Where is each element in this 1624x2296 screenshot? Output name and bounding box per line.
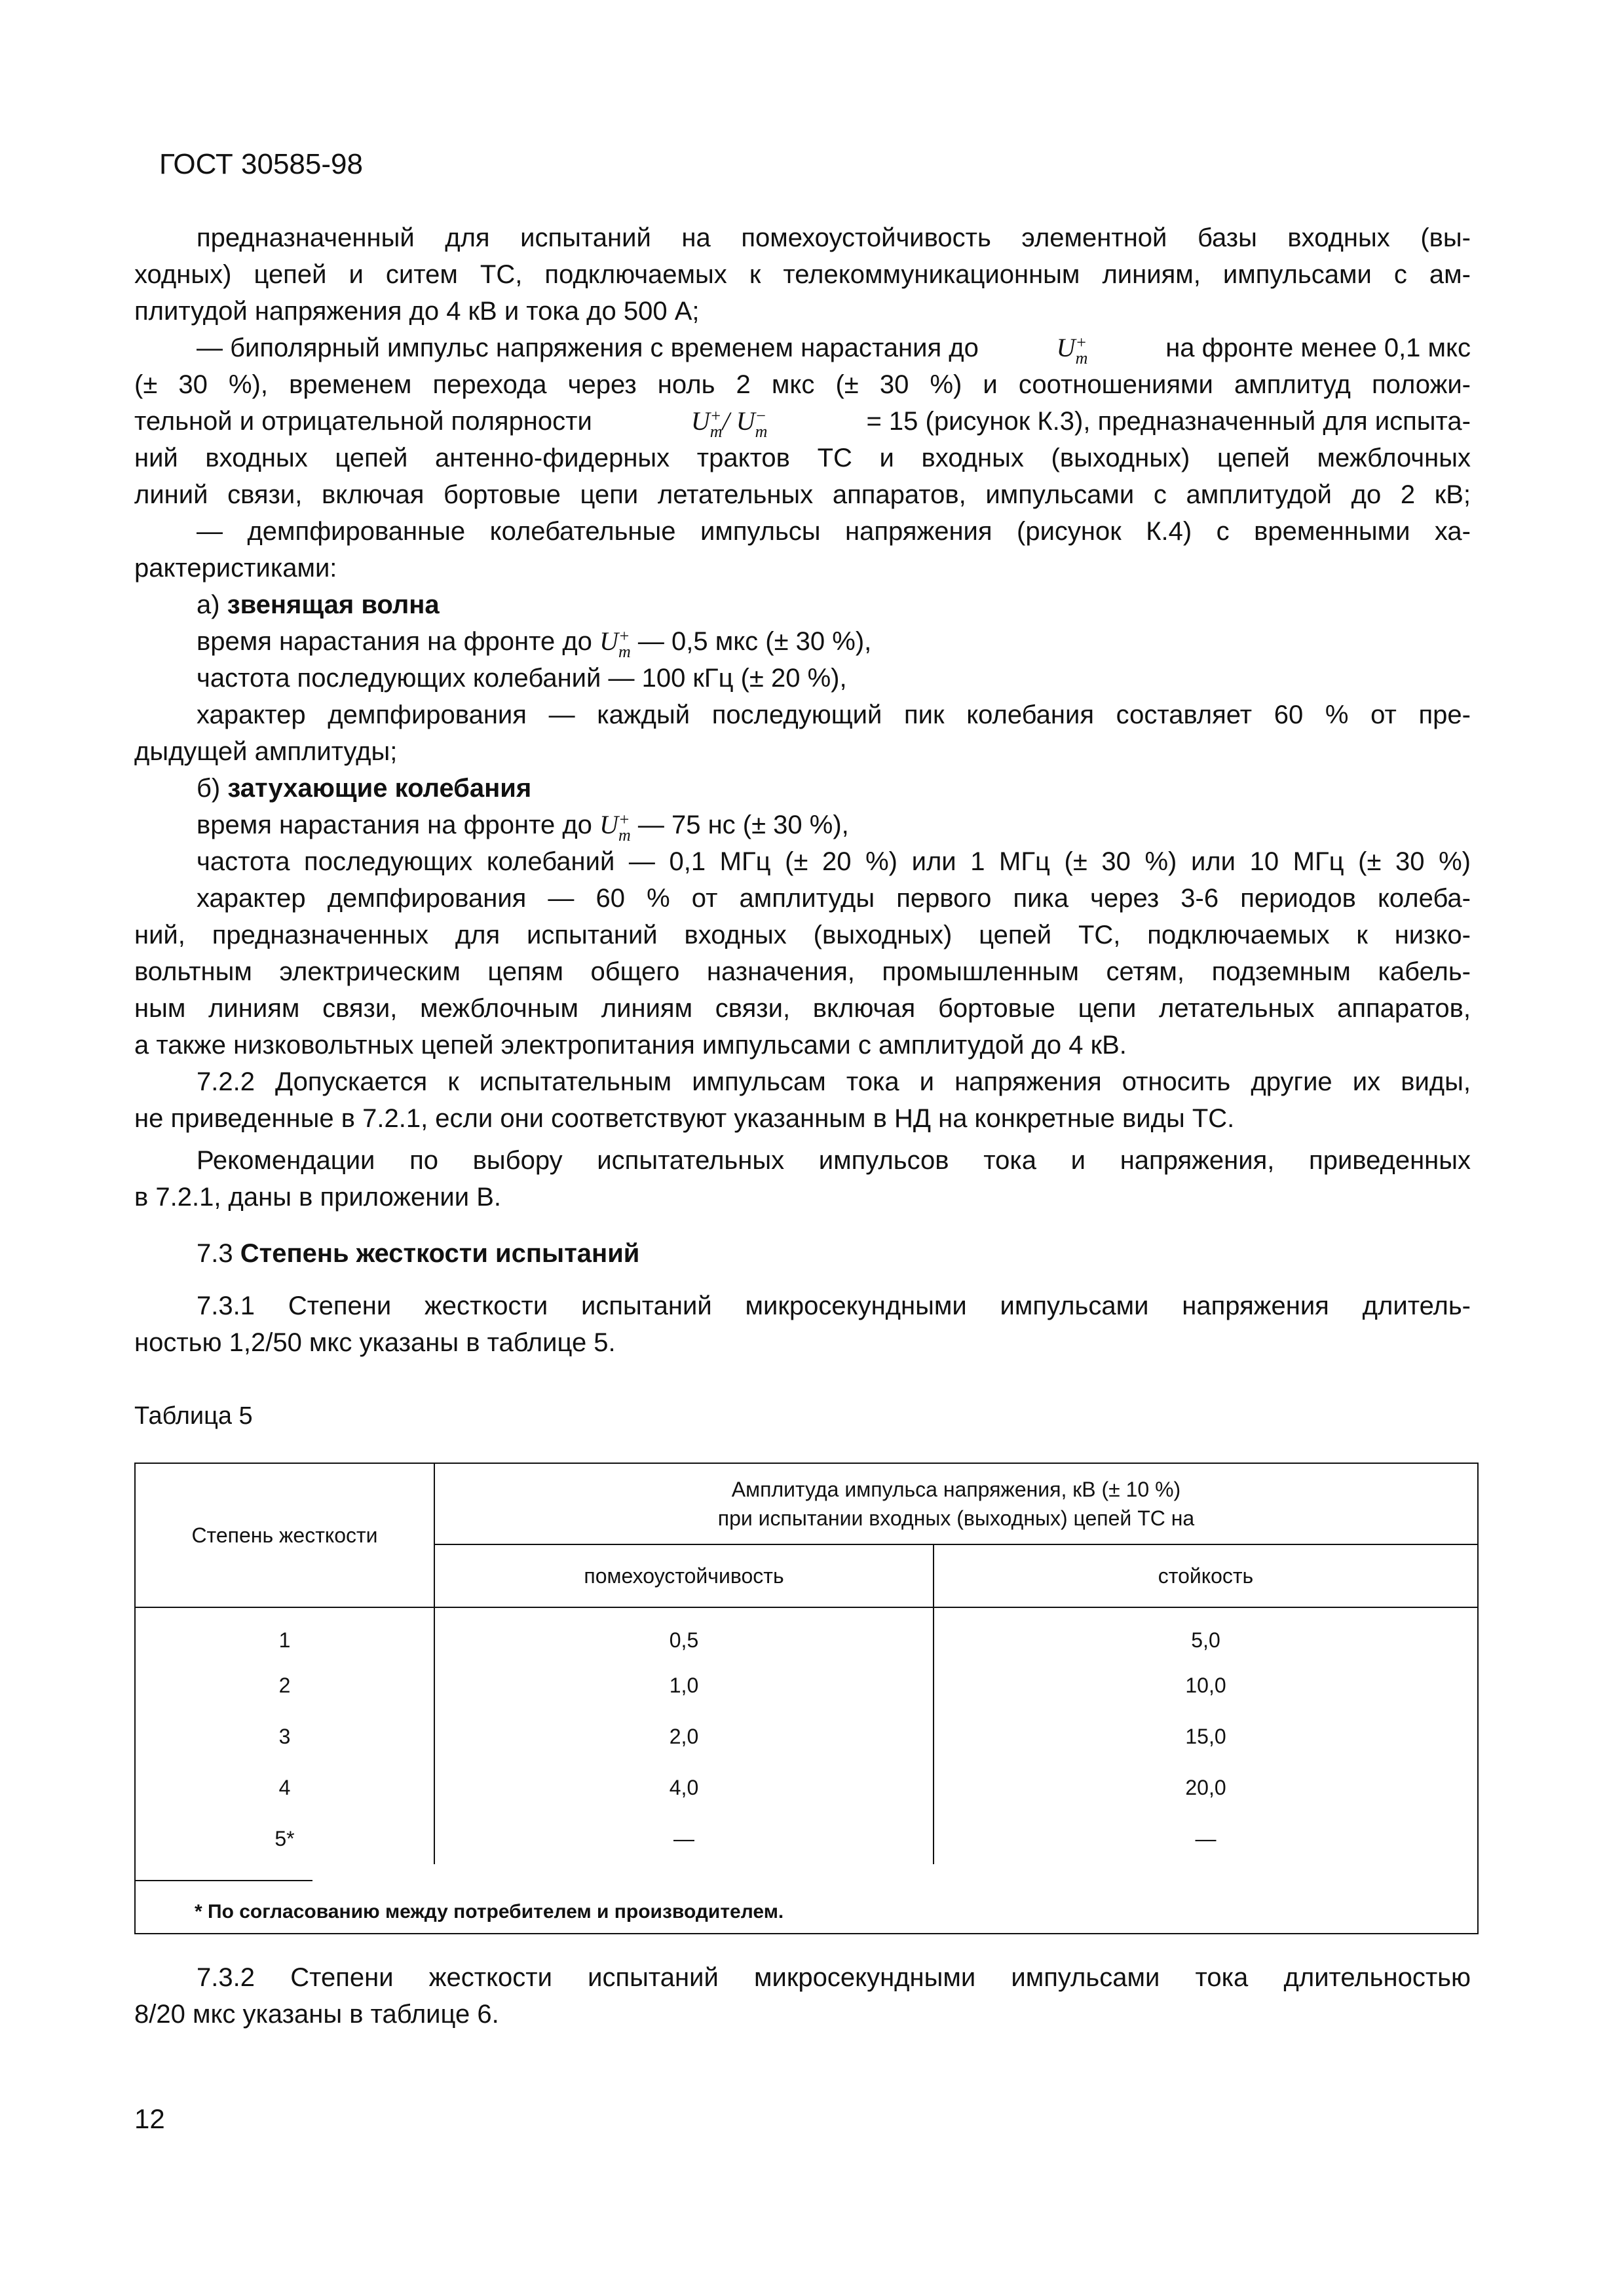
text-line: в 7.2.1, даны в приложении В. — [134, 1183, 501, 1212]
document-header: ГОСТ 30585-98 — [159, 148, 363, 180]
text-line: ным линиям связи, межблочным линиям связи, включая бортовые цепи летательных аппаратов, — [134, 994, 1471, 1023]
table-cell: 4,0 — [434, 1762, 934, 1813]
text-line: — демпфированные колебательные импульсы напряжения (рисунок К.4) с временными ха- — [197, 517, 1471, 546]
column-header-resistance: стойкость — [934, 1544, 1478, 1607]
column-header-amplitude: Амплитуда импульса напряжения, кВ (± 10 %) при испытании входных (выходных) цепей ТС на — [434, 1463, 1478, 1544]
text-line: линий связи, включая бортовые цепи летательных аппаратов, импульсами с амплитудой до 2 кВ; — [134, 480, 1471, 509]
column-header-severity: Степень жесткости — [135, 1463, 434, 1607]
text-line: время нарастания на фронте до U + m — 75 нс (± 30 %), — [197, 809, 849, 845]
text-line: 7.3.2 Степени жесткости испытаний микросекундными импульсами тока длительностью — [197, 1963, 1471, 1992]
section-heading: 7.3 Степень жесткости испытаний — [197, 1239, 640, 1268]
text-line: а также низковольтных цепей электропитания импульсами с амплитудой до 4 кВ. — [134, 1031, 1127, 1060]
text-line: плитудой напряжения до 4 кВ и тока до 500 А; — [134, 297, 700, 326]
table-cell: 15,0 — [934, 1711, 1478, 1762]
table-cell: 5,0 — [934, 1607, 1478, 1660]
text-line: время нарастания на фронте до U + m — 0,5 мкс (± 30 %), — [197, 626, 872, 661]
table-cell: — — [434, 1813, 934, 1864]
table-cell: 20,0 — [934, 1762, 1478, 1813]
text-line: дыдущей амплитуды; — [134, 737, 398, 766]
table-cell: 1,0 — [434, 1660, 934, 1711]
text-line: характер демпфирования — 60 % от амплитуды первого пика через 3-6 периодов колеба- — [197, 884, 1471, 913]
text-line: характер демпфирования — каждый последующий пик колебания составляет 60 % от пре- — [197, 700, 1471, 729]
text-line: частота последующих колебаний — 100 кГц (± 20 %), — [197, 664, 847, 693]
text-line: предназначенный для испытаний на помехоустойчивость элементной базы входных (вы- — [197, 223, 1471, 252]
text-line: рактеристиками: — [134, 554, 337, 583]
text-line: частота последующих колебаний — 0,1 МГц (± 20 %) или 1 МГц (± 30 %) или 10 МГц (± 30 %) — [197, 847, 1471, 876]
text-line: 7.2.2 Допускается к испытательным импульсам тока и напряжения относить другие их виды, — [197, 1067, 1471, 1096]
table-cell: 3 — [135, 1711, 434, 1762]
column-header-immunity: помехоустойчивость — [434, 1544, 934, 1607]
table-cell: 1 — [135, 1607, 434, 1660]
table-footnote: * По согласованию между потребителем и производителем. — [195, 1900, 784, 1923]
text-line: ний, предназначенных для испытаний входных (выходных) цепей ТС, подключаемых к низко- — [134, 921, 1471, 949]
text-line: (± 30 %), временем перехода через ноль 2 мкс (± 30 %) и соотношениями амплитуд положи- — [134, 370, 1471, 399]
table-cell: 10,0 — [934, 1660, 1478, 1711]
text-line: ходных) цепей и ситем ТС, подключаемых к телекоммуникационным линиям, импульсами с ам- — [134, 260, 1471, 289]
footnote-rule — [136, 1880, 312, 1881]
table-cell: 5* — [135, 1813, 434, 1864]
text-line: ностью 1,2/50 мкс указаны в таблице 5. — [134, 1328, 616, 1357]
table-caption: Таблица 5 — [134, 1402, 253, 1430]
text-line: вольтным электрическим цепям общего назначения, промышленным сетям, подземным кабель- — [134, 957, 1471, 986]
text-line: 8/20 мкс указаны в таблице 6. — [134, 2000, 499, 2029]
text-line: 7.3.1 Степени жесткости испытаний микросекундными импульсами напряжения длитель- — [197, 1292, 1471, 1320]
table-cell: 2 — [135, 1660, 434, 1711]
text-line: не приведенные в 7.2.1, если они соответствуют указанным в НД на конкретные виды ТС. — [134, 1104, 1235, 1133]
text-line: Рекомендации по выбору испытательных импульсов тока и напряжения, приведенных — [197, 1146, 1471, 1175]
table-cell: 0,5 — [434, 1607, 934, 1660]
text-line: ний входных цепей антенно-фидерных трактов ТС и входных (выходных) цепей межблочных — [134, 444, 1471, 472]
text-line: — биполярный импульс напряжения с временем нарастания до U + m на фронте менее 0,1 мкс — [197, 330, 1471, 366]
table-cell: 4 — [135, 1762, 434, 1813]
text-line: тельной и отрицательной полярности U + m / U − m = 15 (рисунок К.3), предназначенный для испыта- — [134, 403, 1471, 440]
table-cell: 2,0 — [434, 1711, 934, 1762]
list-item-b-title: б) затухающие колебания — [197, 774, 532, 803]
table-footnote-cell — [135, 1864, 1478, 1934]
list-item-a-title: а) звенящая волна — [197, 590, 440, 619]
table-cell: — — [934, 1813, 1478, 1864]
page-number: 12 — [134, 2103, 165, 2134]
table-5 — [134, 1463, 1479, 1934]
u-m-plus-symbol: U + m — [1056, 332, 1088, 368]
u-ratio-symbol: U + m / U − m — [690, 406, 768, 441]
